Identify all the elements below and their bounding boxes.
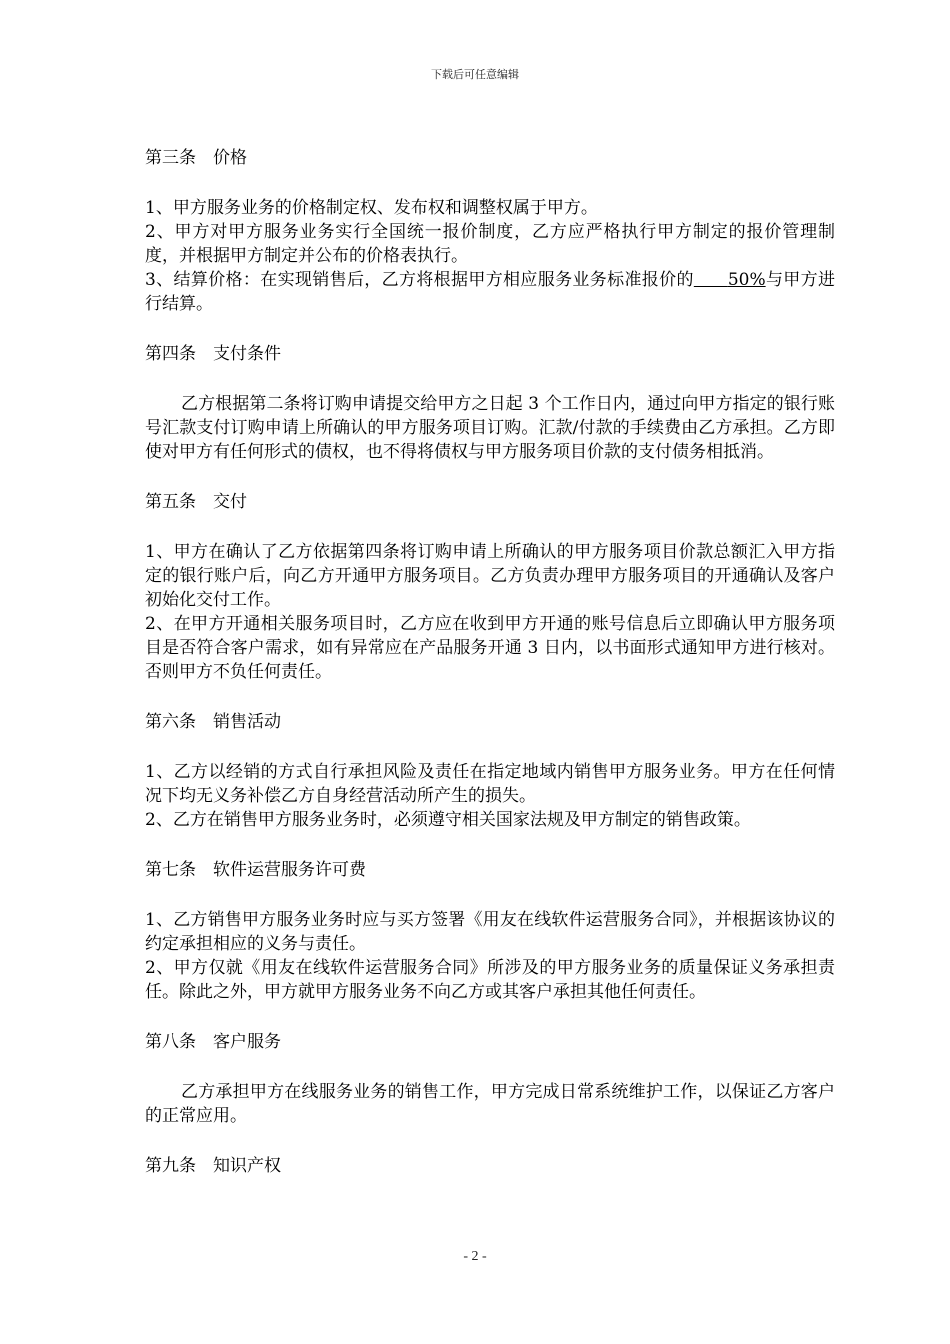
section-6-item-1: 1、乙方以经销的方式自行承担风险及责任在指定地域内销售甲方服务业务。甲方在任何情况下均无义务补偿乙方自身经营活动所产生的损失。 (145, 762, 835, 806)
item-3-prefix: 3、结算价格：在实现销售后，乙方将根据甲方相应服务业务标准报价的 (145, 270, 694, 290)
section-3-item-1: 1、甲方服务业务的价格制定权、发布权和调整权属于甲方。 (145, 198, 598, 218)
section-7-item-1: 1、乙方销售甲方服务业务时应与买方签署《用友在线软件运营服务合同》，并根据该协议的约定承担相应的义务与责任。 (145, 910, 835, 954)
page-header: 下载后可任意编辑 (431, 68, 519, 81)
section-5-item-2: 2、在甲方开通相关服务项目时，乙方应在收到甲方开通的账号信息后立即确认甲方服务项目是否符合客户需求，如有异常应在产品服务开通 3 日内，以书面形式通知甲方进行核对。否则甲方不负任何责任。 (145, 614, 835, 682)
section-8-paragraph: 乙方承担甲方在线服务业务的销售工作，甲方完成日常系统维护工作，以保证乙方客户的正常应用。 (145, 1082, 835, 1126)
section-title: 软件运营服务许可费 (213, 860, 366, 880)
section-7-item-2: 2、甲方仅就《用友在线软件运营服务合同》所涉及的甲方服务业务的质量保证义务承担责任。除此之外，甲方就甲方服务业务不向乙方或其客户承担其他任何责任。 (145, 958, 835, 1002)
section-title: 客户服务 (213, 1032, 281, 1052)
section-heading-5 (145, 490, 835, 514)
section-6-item-2: 2、乙方在销售甲方服务业务时，必须遵守相关国家法规及甲方制定的销售政策。 (145, 810, 751, 830)
section-heading-4 (145, 342, 835, 366)
section-3-item-3 (145, 268, 835, 316)
section-number: 第五条 (145, 492, 196, 512)
section-number: 第三条 (145, 148, 196, 168)
section-heading-8 (145, 1030, 835, 1054)
section-number: 第七条 (145, 860, 196, 880)
section-4-paragraph: 乙方根据第二条将订购申请提交给甲方之日起 3 个工作日内，通过向甲方指定的银行账号汇款支付订购申请上所确认的甲方服务项目订购。汇款/付款的手续费由乙方承担。乙方即使对甲方有任何形式的债权，也不得将债权与甲方服务项目价款的支付债务相抵消。 (145, 394, 835, 462)
section-5-item-1: 1、甲方在确认了乙方依据第四条将订购申请上所确认的甲方服务项目价款总额汇入甲方指定的银行账户后，向乙方开通甲方服务项目。乙方负责办理甲方服务项目的开通确认及客户初始化交付工作。 (145, 542, 835, 610)
item-3-suffix: 与甲方进行结算。 (145, 270, 835, 314)
section-heading-7 (145, 858, 835, 882)
section-number: 第四条 (145, 344, 196, 364)
section-heading-3 (145, 146, 835, 170)
section-title: 知识产权 (213, 1156, 281, 1176)
document-body (145, 146, 835, 1178)
section-number: 第九条 (145, 1156, 196, 1176)
section-number: 第八条 (145, 1032, 196, 1052)
section-heading-9 (145, 1154, 835, 1178)
section-3-item-2: 2、甲方对甲方服务业务实行全国统一报价制度，乙方应严格执行甲方制定的报价管理制度，并根据甲方制定并公布的价格表执行。 (145, 222, 835, 266)
settlement-percent: 50% (727, 270, 766, 290)
section-title: 交付 (213, 492, 247, 512)
page-number: - 2 - (463, 1249, 487, 1264)
section-title: 价格 (213, 148, 247, 168)
section-number: 第六条 (145, 712, 196, 732)
section-title: 支付条件 (213, 344, 281, 364)
section-title: 销售活动 (213, 712, 281, 732)
section-heading-6 (145, 710, 835, 734)
